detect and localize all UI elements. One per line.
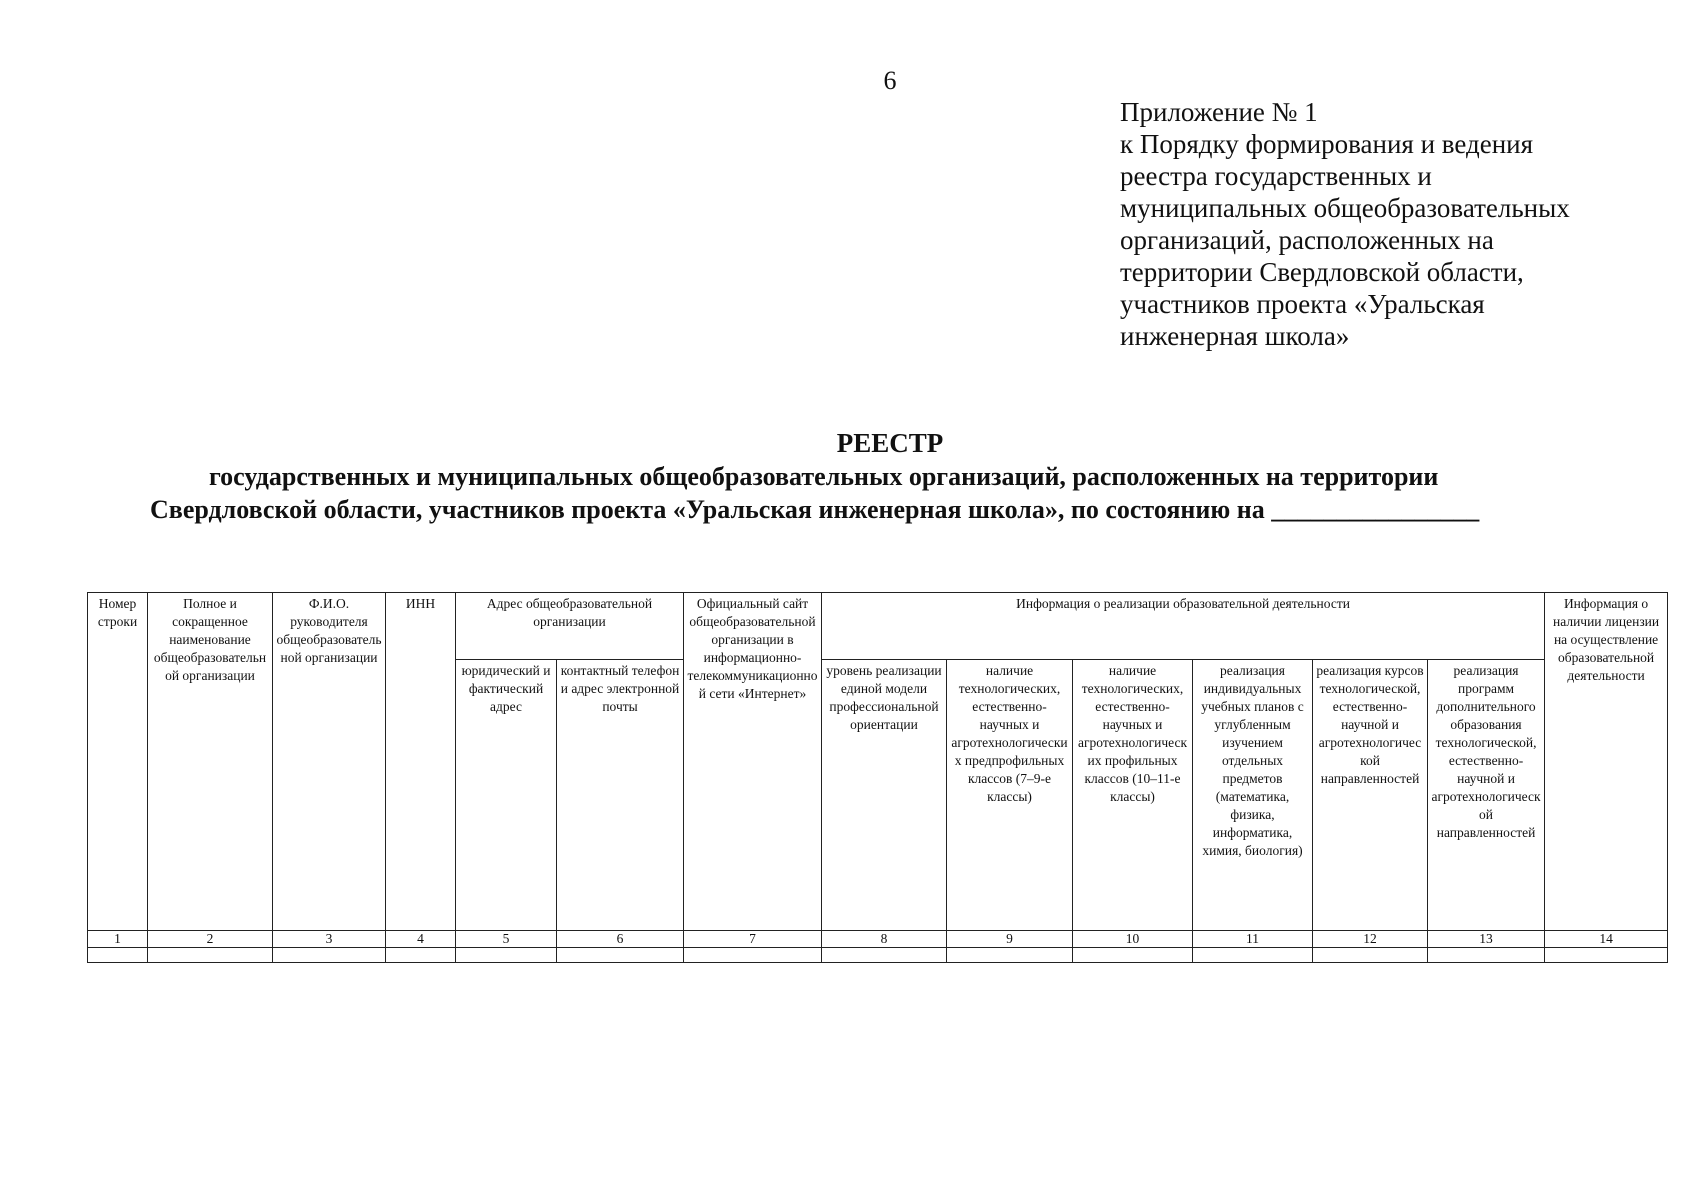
header-address-group: Адрес общеобразовательной организации	[456, 593, 684, 660]
appendix-line: Приложение № 1	[1120, 97, 1318, 127]
column-number-row	[88, 931, 1668, 948]
empty-cell	[456, 948, 557, 963]
column-number: 8	[822, 931, 947, 948]
column-number: 4	[386, 931, 456, 948]
column-number: 7	[684, 931, 822, 948]
appendix-line: участников проекта «Уральская	[1120, 289, 1485, 319]
registry-subtitle-line1: государственных и муниципальных общеобразовательных организаций, расположенных на территории	[209, 462, 1439, 491]
appendix-line: инженерная школа»	[1120, 321, 1350, 351]
header-preprofile-classes: наличие технологических, естественно-научных и агротехнологических предпрофильных классов (7–9-е классы)	[947, 660, 1073, 931]
empty-cell	[148, 948, 273, 963]
header-legal-address: юридический и фактический адрес	[456, 660, 557, 931]
page-number: 6	[883, 66, 897, 95]
header-org-name: Полное и сокращенное наименование общеобразовательной организации	[148, 593, 273, 931]
column-number: 2	[148, 931, 273, 948]
empty-cell	[1193, 948, 1313, 963]
header-website: Официальный сайт общеобразовательной организации в информационно-телекоммуникационной сети «Интернет»	[684, 593, 822, 931]
column-number: 13	[1428, 931, 1545, 948]
column-number: 14	[1545, 931, 1668, 948]
header-additional-programs: реализация программ дополнительного образования технологической, естественно-научной и агротехнологической направленностей	[1428, 660, 1545, 931]
empty-cell	[88, 948, 148, 963]
header-profile-classes: наличие технологических, естественно-научных и агротехнологических профильных классов (10–11-е классы)	[1073, 660, 1193, 931]
empty-data-row	[88, 948, 1668, 963]
column-number: 10	[1073, 931, 1193, 948]
appendix-line: реестра государственных и	[1120, 161, 1432, 191]
appendix-line: территории Свердловской области,	[1120, 257, 1524, 287]
column-number: 1	[88, 931, 148, 948]
empty-cell	[822, 948, 947, 963]
registry-title: РЕЕСТР	[836, 428, 944, 458]
appendix-block	[1120, 96, 1680, 352]
appendix-line: муниципальных общеобразовательных	[1120, 193, 1570, 223]
column-number: 9	[947, 931, 1073, 948]
header-contact: контактный телефон и адрес электронной почты	[557, 660, 684, 931]
empty-cell	[1428, 948, 1545, 963]
header-row-number: Номер строки	[88, 593, 148, 931]
empty-cell	[1073, 948, 1193, 963]
registry-subtitle-line2: Свердловской области, участников проекта «Уральская инженерная школа», по состоянию на ________________	[150, 495, 1480, 524]
empty-cell	[557, 948, 684, 963]
header-license: Информация о наличии лицензии на осуществление образовательной деятельности	[1545, 593, 1668, 931]
appendix-line: к Порядку формирования и ведения	[1120, 129, 1534, 159]
column-number: 5	[456, 931, 557, 948]
empty-cell	[1545, 948, 1668, 963]
header-career-guidance: уровень реализации единой модели профессиональной ориентации	[822, 660, 947, 931]
registry-table	[87, 592, 1668, 963]
header-director-name: Ф.И.О. руководителя общеобразовательной организации	[273, 593, 386, 931]
empty-cell	[386, 948, 456, 963]
column-number: 6	[557, 931, 684, 948]
header-inn: ИНН	[386, 593, 456, 931]
column-number: 12	[1313, 931, 1428, 948]
empty-cell	[684, 948, 822, 963]
appendix-line: организаций, расположенных на	[1120, 225, 1494, 255]
header-individual-plans: реализация индивидуальных учебных планов с углубленным изучением отдельных предметов (математика, физика, информатика, химия, биология)	[1193, 660, 1313, 931]
empty-cell	[947, 948, 1073, 963]
header-info-group: Информация о реализации образовательной деятельности	[822, 593, 1545, 660]
column-number: 3	[273, 931, 386, 948]
header-courses: реализация курсов технологической, естественно-научной и агротехнологической направленностей	[1313, 660, 1428, 931]
column-number: 11	[1193, 931, 1313, 948]
empty-cell	[273, 948, 386, 963]
empty-cell	[1313, 948, 1428, 963]
